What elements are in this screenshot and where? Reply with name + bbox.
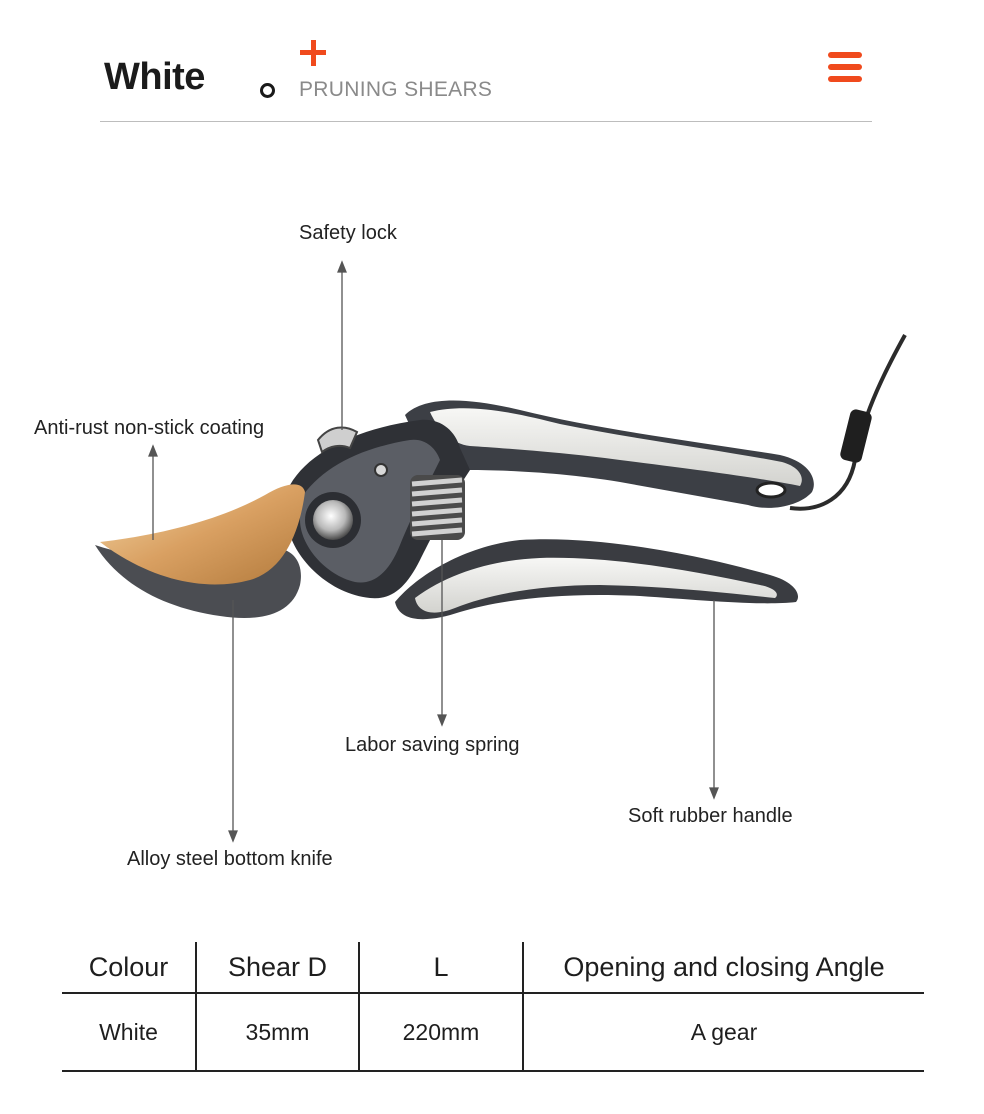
spec-table	[62, 942, 924, 1068]
spec-header-colour: Colour	[62, 942, 196, 993]
spec-value-shear-d: 35mm	[196, 993, 359, 1071]
callout-handle: Soft rubber handle	[628, 805, 793, 827]
spec-value-colour: White	[62, 993, 196, 1071]
callout-knife: Alloy steel bottom knife	[127, 848, 333, 870]
spring-coil	[410, 475, 465, 540]
spec-value-length: 220mm	[359, 993, 523, 1071]
product-title: White	[104, 56, 205, 98]
pivot-bolt	[313, 500, 353, 540]
spec-header-row	[62, 942, 924, 993]
spec-value-angle: A gear	[523, 993, 924, 1071]
spec-header-angle: Opening and closing Angle	[523, 942, 924, 993]
spec-header-shear-d: Shear D	[196, 942, 359, 993]
product-subtitle: PRUNING SHEARS	[299, 78, 493, 101]
lower-handle	[395, 539, 798, 619]
callout-coating: Anti-rust non-stick coating	[34, 417, 265, 439]
table-row	[62, 993, 924, 1071]
spec-header-length: L	[359, 942, 523, 993]
callout-safety-lock: Safety lock	[299, 222, 397, 244]
callout-spring: Labor saving spring	[345, 734, 520, 756]
lanyard-clip	[839, 408, 873, 464]
upper-handle	[405, 400, 814, 507]
